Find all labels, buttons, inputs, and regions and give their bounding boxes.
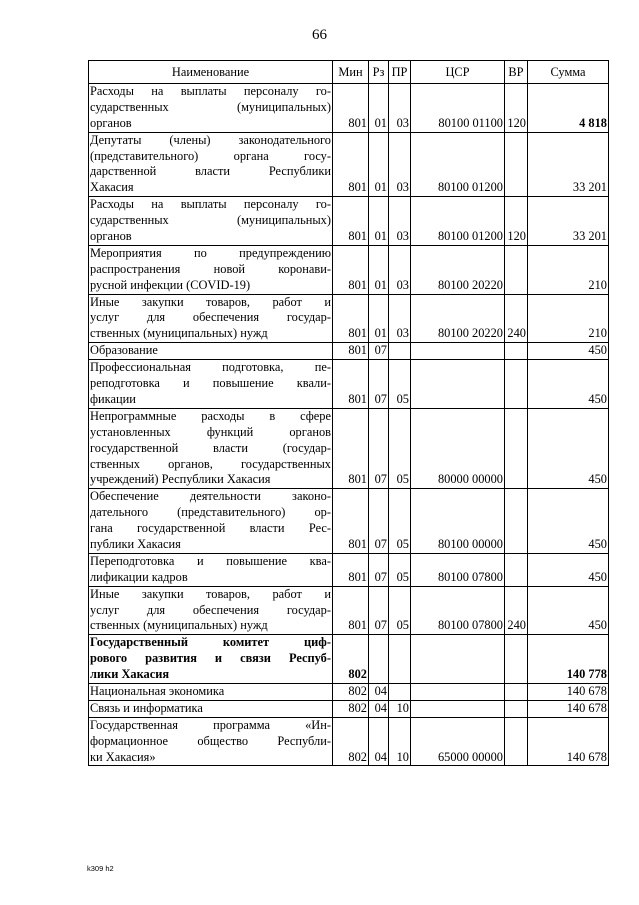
cell-name-line: органов (90, 115, 132, 130)
table-row (89, 132, 609, 197)
cell-csr: 80100 07800 (411, 553, 505, 586)
cell-sum: 450 (528, 489, 609, 554)
cell-name-line: ки Хакасия» (90, 749, 156, 764)
header-csr: ЦСР (411, 61, 505, 84)
cell-name-line: Непрограммные расходы в сфере (90, 408, 331, 423)
cell-name (89, 84, 333, 133)
cell-sum: 140 678 (528, 717, 609, 766)
cell-min: 802 (333, 717, 369, 766)
table-row (89, 683, 609, 700)
cell-vr (505, 700, 528, 717)
cell-csr (411, 343, 505, 360)
table-row (89, 700, 609, 717)
cell-name (89, 489, 333, 554)
cell-sum: 450 (528, 343, 609, 360)
cell-sum: 33 201 (528, 197, 609, 246)
header-min: Мин (333, 61, 369, 84)
cell-sum: 210 (528, 294, 609, 343)
cell-name-line: Хакасия (90, 180, 134, 195)
cell-rz: 04 (369, 717, 389, 766)
cell-name (89, 197, 333, 246)
cell-pr: 03 (389, 197, 411, 246)
cell-name (89, 132, 333, 197)
cell-name-line: услуг для обеспечения государ- (90, 310, 331, 325)
cell-name (89, 343, 333, 360)
cell-vr: 240 (505, 586, 528, 635)
table-body (89, 84, 609, 766)
cell-min: 801 (333, 586, 369, 635)
cell-rz: 07 (369, 343, 389, 360)
cell-name (89, 635, 333, 684)
cell-name (89, 700, 333, 717)
cell-min: 801 (333, 489, 369, 554)
cell-vr: 240 (505, 294, 528, 343)
cell-name-line: Обеспечение деятельности законо- (90, 489, 331, 504)
cell-name-line: (представительного) органа госу- (90, 148, 331, 163)
table-row (89, 343, 609, 360)
cell-sum: 450 (528, 360, 609, 409)
cell-min: 802 (333, 683, 369, 700)
cell-min: 802 (333, 635, 369, 684)
header-pr: ПР (389, 61, 411, 84)
cell-pr (389, 683, 411, 700)
table-row (89, 717, 609, 766)
cell-rz: 07 (369, 553, 389, 586)
table-row (89, 635, 609, 684)
cell-pr: 10 (389, 717, 411, 766)
cell-sum: 140 678 (528, 683, 609, 700)
cell-rz: 01 (369, 197, 389, 246)
cell-csr: 80100 01200 (411, 197, 505, 246)
cell-name-line: русной инфекции (COVID-19) (90, 277, 251, 292)
cell-min: 801 (333, 245, 369, 294)
table-row (89, 360, 609, 409)
cell-csr: 80100 01200 (411, 132, 505, 197)
cell-sum: 210 (528, 245, 609, 294)
table-row (89, 586, 609, 635)
cell-pr (389, 343, 411, 360)
table-row (89, 294, 609, 343)
cell-csr: 80100 00000 (411, 489, 505, 554)
cell-csr: 80100 01100 (411, 84, 505, 133)
cell-rz: 01 (369, 245, 389, 294)
cell-sum: 4 818 (528, 84, 609, 133)
cell-rz: 07 (369, 360, 389, 409)
cell-name-line: Иные закупки товаров, работ и (90, 294, 331, 309)
cell-rz: 01 (369, 294, 389, 343)
budget-table (88, 60, 609, 766)
cell-name (89, 553, 333, 586)
cell-csr (411, 683, 505, 700)
cell-name-line: услуг для обеспечения государ- (90, 602, 331, 617)
cell-name-line: Связь и информатика (90, 700, 203, 715)
cell-pr: 05 (389, 489, 411, 554)
cell-vr (505, 717, 528, 766)
cell-min: 801 (333, 197, 369, 246)
cell-pr: 05 (389, 408, 411, 488)
cell-name-line: Национальная экономика (90, 683, 225, 698)
cell-name-line: реподготовка и повышение квали- (90, 376, 331, 391)
cell-name-line: рового развития и связи Респуб- (90, 651, 331, 666)
cell-name-line: Государственный комитет циф- (90, 635, 331, 650)
cell-name-line: органов (90, 229, 132, 244)
cell-csr: 80000 00000 (411, 408, 505, 488)
cell-name (89, 408, 333, 488)
cell-name-line: лификации кадров (90, 569, 188, 584)
cell-min: 802 (333, 700, 369, 717)
cell-sum: 33 201 (528, 132, 609, 197)
cell-name-line: гана государственной власти Рес- (90, 521, 331, 536)
cell-name-line: публики Хакасия (90, 536, 181, 551)
cell-pr: 10 (389, 700, 411, 717)
cell-vr (505, 683, 528, 700)
cell-name-line: сударственных (муниципальных) (90, 99, 331, 114)
cell-min: 801 (333, 132, 369, 197)
cell-name-line: установленных функций органов (90, 424, 331, 439)
cell-csr: 80100 20220 (411, 294, 505, 343)
cell-vr (505, 343, 528, 360)
cell-vr: 120 (505, 84, 528, 133)
cell-vr (505, 489, 528, 554)
table-row (89, 245, 609, 294)
page-number: 66 (312, 27, 327, 43)
cell-csr: 80100 07800 (411, 586, 505, 635)
cell-vr (505, 408, 528, 488)
cell-vr (505, 553, 528, 586)
cell-rz: 01 (369, 84, 389, 133)
cell-name-line: ственных (муниципальных) нужд (90, 618, 268, 633)
cell-name-line: дарственной власти Республики (90, 164, 331, 179)
cell-vr (505, 245, 528, 294)
cell-pr: 03 (389, 294, 411, 343)
cell-csr: 80100 20220 (411, 245, 505, 294)
cell-pr (389, 635, 411, 684)
cell-name-line: Профессиональная подготовка, пе- (90, 360, 331, 375)
cell-rz: 07 (369, 586, 389, 635)
header-vr: ВР (505, 61, 528, 84)
cell-name-line: ственных органов, государственных (90, 456, 331, 471)
cell-pr: 05 (389, 553, 411, 586)
cell-rz: 07 (369, 489, 389, 554)
header-rz: Рз (369, 61, 389, 84)
cell-csr (411, 700, 505, 717)
cell-name-line: Переподготовка и повышение ква- (90, 553, 331, 568)
cell-min: 801 (333, 294, 369, 343)
cell-vr (505, 360, 528, 409)
cell-csr (411, 635, 505, 684)
cell-name (89, 245, 333, 294)
cell-min: 801 (333, 360, 369, 409)
cell-name-line: Депутаты (члены) законодательного (90, 132, 331, 147)
table-row (89, 408, 609, 488)
cell-pr: 05 (389, 586, 411, 635)
cell-name-line: сударственных (муниципальных) (90, 213, 331, 228)
table-row (89, 553, 609, 586)
cell-csr: 65000 00000 (411, 717, 505, 766)
table-row (89, 489, 609, 554)
cell-rz: 01 (369, 132, 389, 197)
cell-pr: 03 (389, 84, 411, 133)
cell-vr: 120 (505, 197, 528, 246)
footer-code: k309 h2 (87, 864, 114, 873)
cell-name-line: Мероприятия по предупреждению (90, 245, 331, 260)
cell-name-line: фикации (90, 391, 136, 406)
cell-min: 801 (333, 408, 369, 488)
cell-sum: 450 (528, 586, 609, 635)
header-name: Наименование (89, 61, 333, 84)
cell-name-line: Расходы на выплаты персоналу го- (90, 84, 331, 98)
cell-rz: 04 (369, 683, 389, 700)
cell-pr: 05 (389, 360, 411, 409)
cell-rz (369, 635, 389, 684)
cell-name-line: учреждений) Республики Хакасия (90, 472, 271, 487)
cell-vr (505, 132, 528, 197)
table-row (89, 84, 609, 133)
cell-csr (411, 360, 505, 409)
cell-name (89, 717, 333, 766)
cell-rz: 07 (369, 408, 389, 488)
cell-min: 801 (333, 553, 369, 586)
cell-min: 801 (333, 84, 369, 133)
cell-vr (505, 635, 528, 684)
cell-sum: 140 678 (528, 700, 609, 717)
cell-name-line: Государственная программа «Ин- (90, 717, 331, 732)
cell-name-line: Иные закупки товаров, работ и (90, 586, 331, 601)
table-header-row (89, 61, 609, 84)
cell-name (89, 586, 333, 635)
cell-pr: 03 (389, 132, 411, 197)
cell-min: 801 (333, 343, 369, 360)
cell-name (89, 683, 333, 700)
cell-name-line: лики Хакасия (90, 667, 170, 682)
cell-sum: 450 (528, 553, 609, 586)
cell-name-line: формационное общество Республи- (90, 733, 331, 748)
cell-name-line: ственных (муниципальных) нужд (90, 326, 268, 341)
cell-pr: 03 (389, 245, 411, 294)
cell-name-line: распространения новой коронави- (90, 261, 331, 276)
cell-name-line: дательного (представительного) ор- (90, 505, 331, 520)
cell-name (89, 360, 333, 409)
cell-name-line: Образование (90, 343, 158, 358)
cell-rz: 04 (369, 700, 389, 717)
cell-sum: 450 (528, 408, 609, 488)
cell-sum: 140 778 (528, 635, 609, 684)
table-row (89, 197, 609, 246)
cell-name-line: государственной власти (государ- (90, 440, 331, 455)
cell-name-line: Расходы на выплаты персоналу го- (90, 197, 331, 212)
header-sum: Сумма (528, 61, 609, 84)
cell-name (89, 294, 333, 343)
